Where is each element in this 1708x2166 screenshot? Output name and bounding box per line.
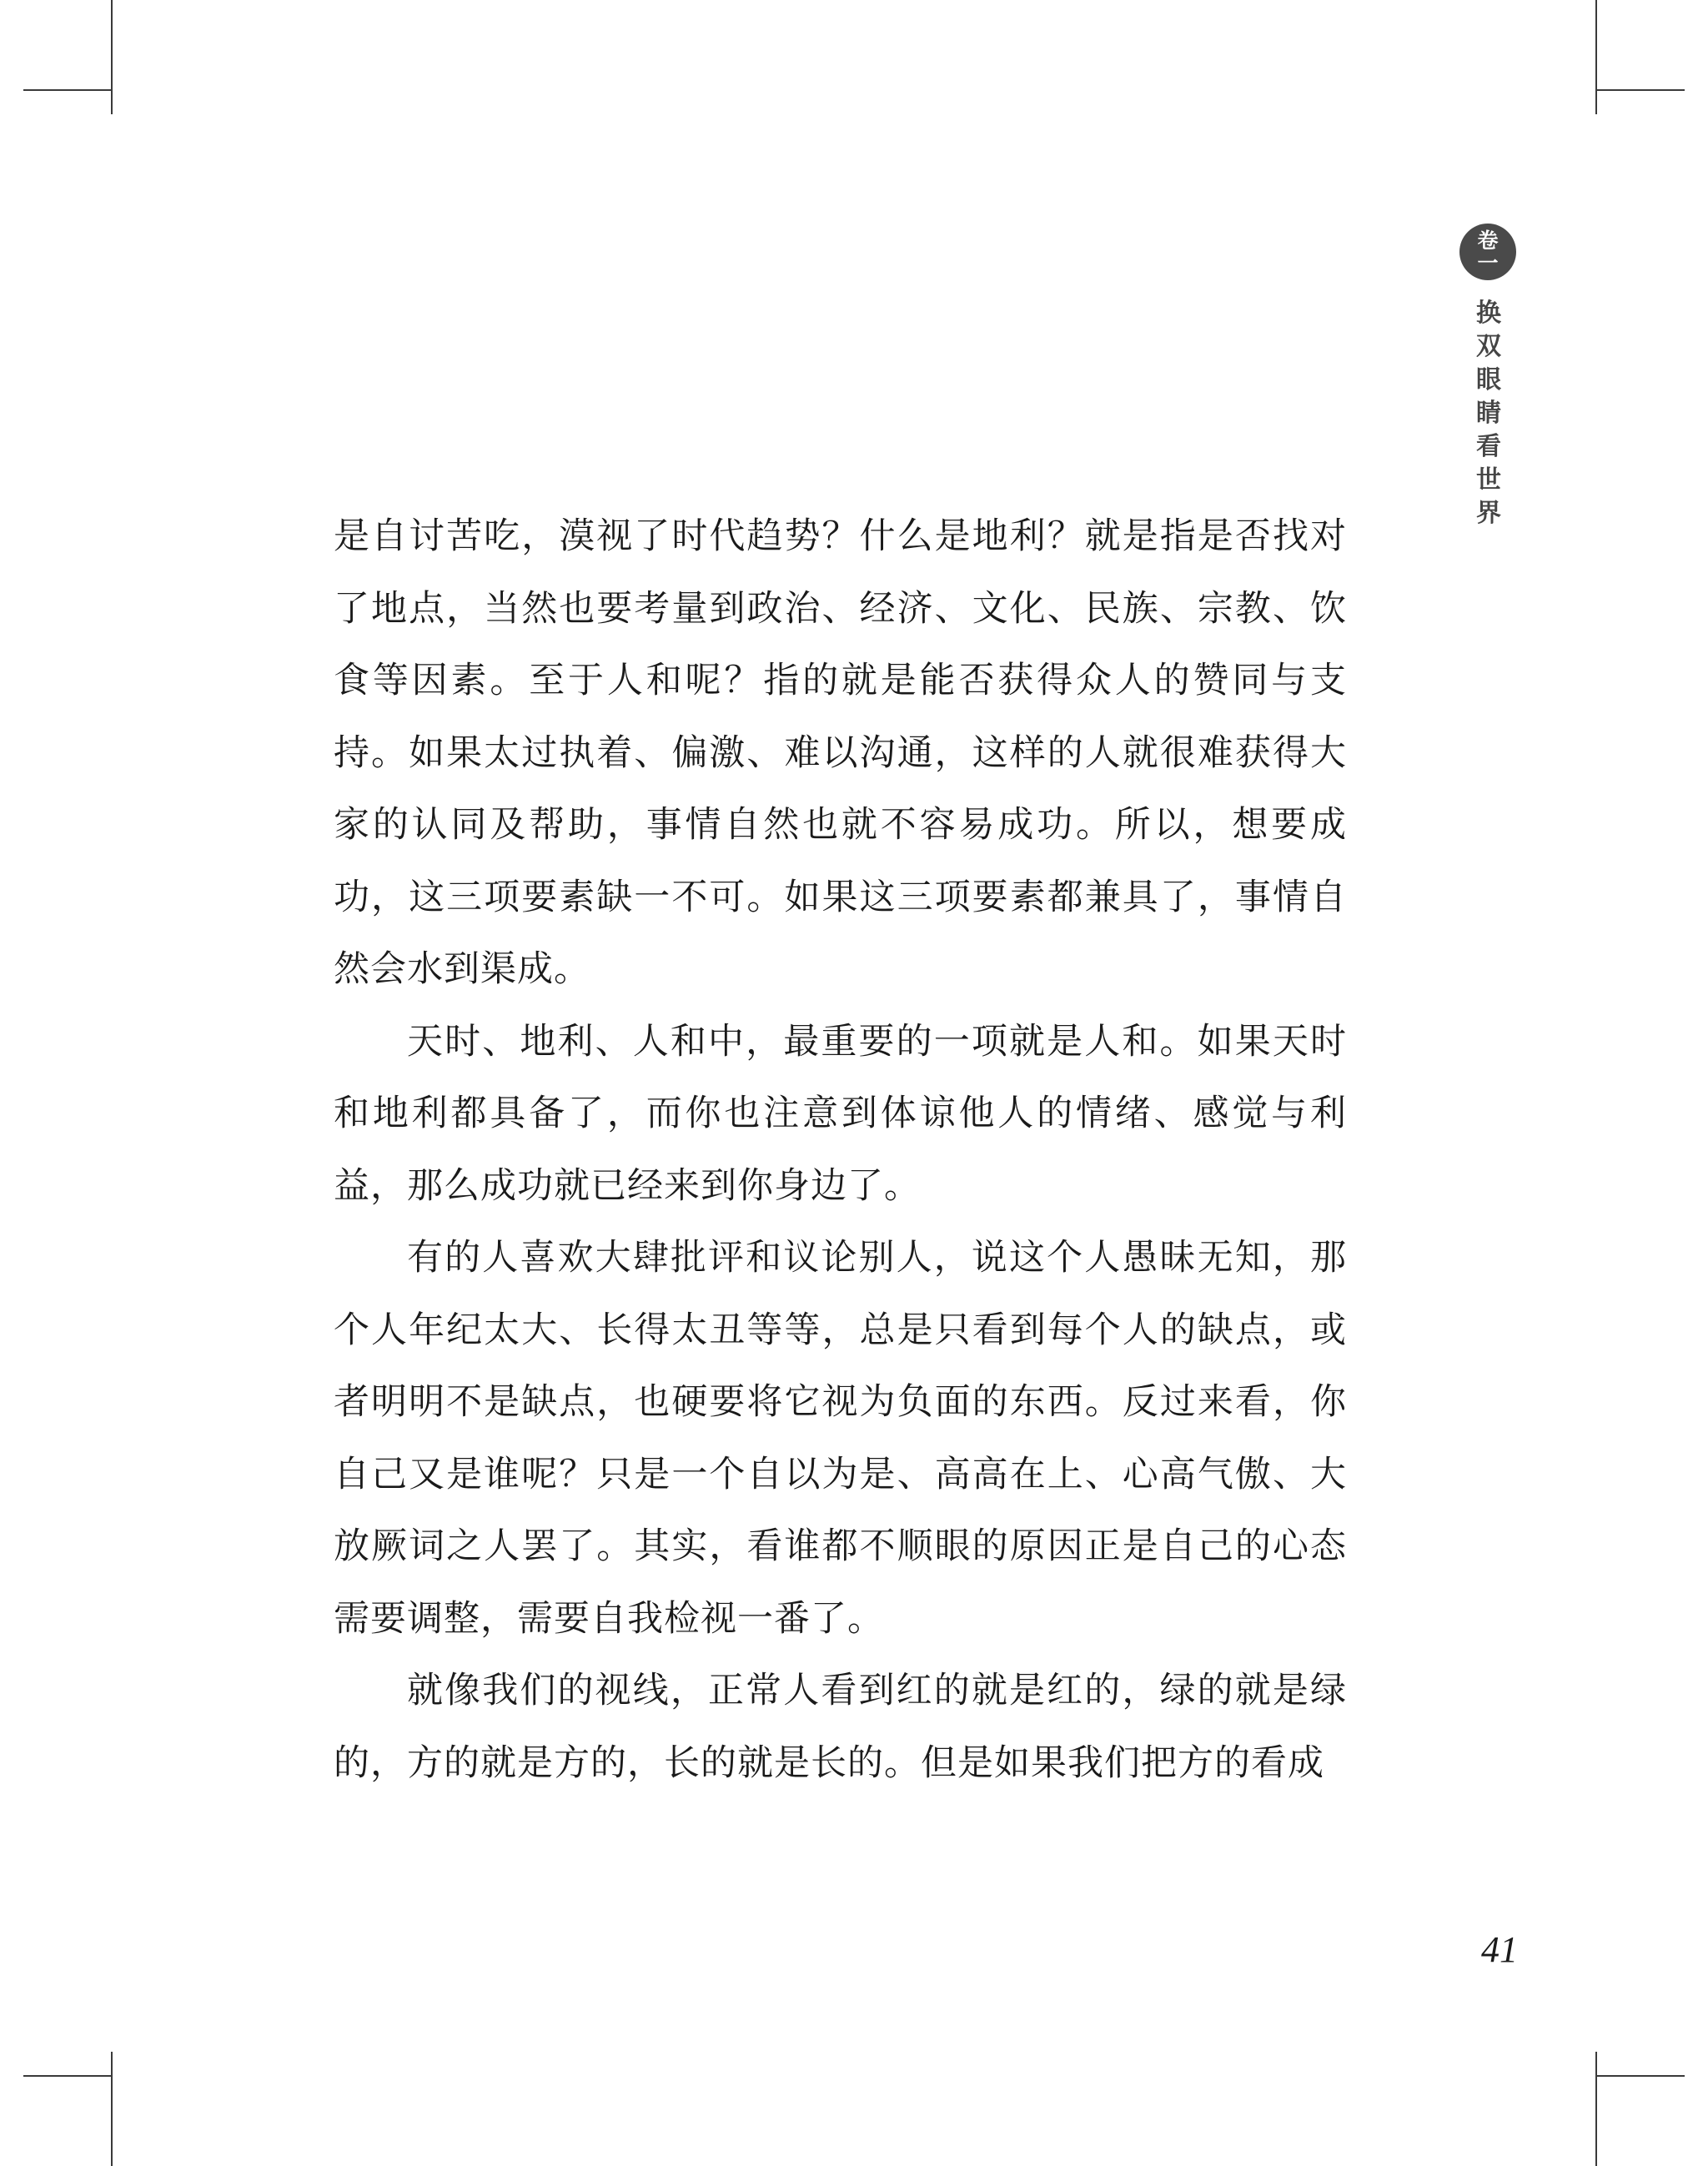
crop-mark-top-right-horizontal (1595, 89, 1685, 91)
page-number: 41 (1481, 1929, 1518, 1970)
volume-badge-char: 卷 (1477, 229, 1499, 253)
paragraph: 就像我们的视线，正常人看到红的就是红的，绿的就是绿的，方的就是方的，长的就是长的。但是如果我们把方的看成 (334, 1670, 1347, 1784)
crop-mark-bottom-left-vertical (111, 2052, 113, 2166)
crop-mark-bottom-right-horizontal (1595, 2075, 1685, 2077)
crop-mark-top-left-horizontal (23, 89, 113, 91)
paragraph: 天时、地利、人和中，最重要的一项就是人和。如果天时和地利都具备了，而你也注意到体谅他人的情绪、感觉与利益，那么成功就已经来到你身边了。 (334, 1020, 1347, 1207)
body-text (334, 500, 1347, 1799)
volume-badge-char: 一 (1477, 251, 1499, 275)
chapter-title-char: 界 (1476, 499, 1501, 528)
chapter-title-char: 双 (1476, 332, 1501, 361)
chapter-title-char: 眼 (1476, 365, 1501, 395)
crop-mark-bottom-right-vertical (1595, 2052, 1597, 2166)
paragraph: 有的人喜欢大肆批评和议论别人，说这个人愚昧无知，那个人年纪太大、长得太丑等等，总是只看到每个人的缺点，或者明明不是缺点，也硬要将它视为负面的东西。反过来看，你自己又是谁呢？只是一个自以为是、高高在上、心高气傲、大放厥词之人罢了。其实，看谁都不顺眼的原因正是自己的心态需要调整，需要自我检视一番了。 (334, 1237, 1347, 1640)
chapter-title-char: 世 (1476, 465, 1501, 495)
crop-mark-top-left-vertical (111, 0, 113, 114)
paragraph: 是自讨苦吃，漠视了时代趋势？什么是地利？就是指是否找对了地点，当然也要考量到政治、经济、文化、民族、宗教、饮食等因素。至于人和呢？指的就是能否获得众人的赞同与支持。如果太过执着、偏激、难以沟通，这样的人就很难获得大家的认同及帮助，事情自然也就不容易成功。所以，想要成功，这三项要素缺一不可。如果这三项要素都兼具了，事情自然会水到渠成。 (334, 515, 1347, 990)
chapter-title-char: 看 (1476, 432, 1501, 461)
crop-mark-top-right-vertical (1595, 0, 1597, 114)
chapter-title-vertical (1464, 297, 1514, 530)
volume-badge (1459, 224, 1516, 280)
crop-mark-bottom-left-horizontal (23, 2075, 113, 2077)
chapter-title-char: 睛 (1476, 399, 1501, 428)
chapter-title-char: 换 (1476, 299, 1501, 328)
